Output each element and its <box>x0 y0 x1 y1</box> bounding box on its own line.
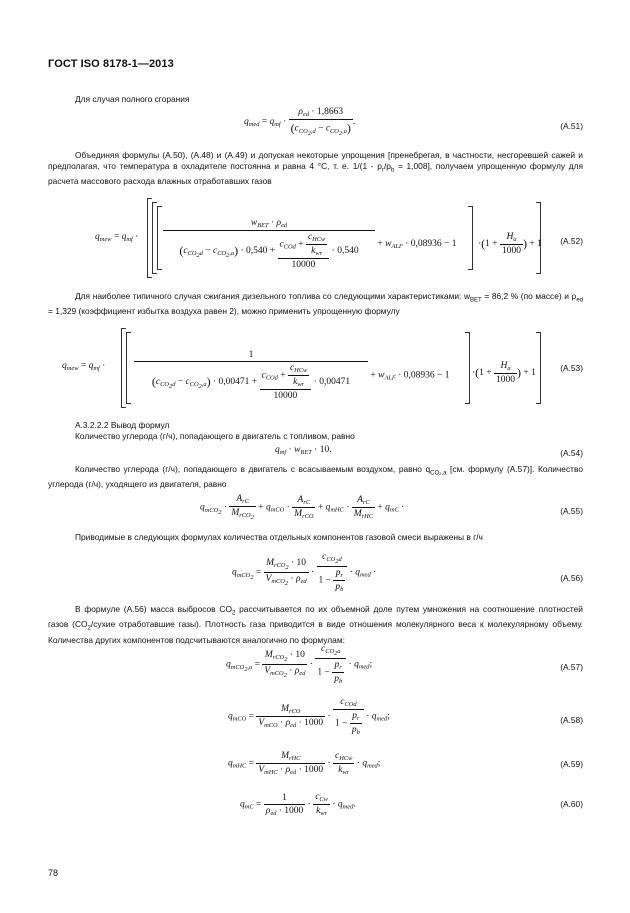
equation-number-a58: (А.58) <box>560 715 583 725</box>
equation-number-a56: (А.56) <box>560 573 583 583</box>
equation-a52-humidity: ·(1 + $\frac{H_a}{1000}$ ) + 1 <box>478 232 542 256</box>
paragraph-simplified-formula: Объединяя формулы (А.50), (А.48) и (А.49) и допуская некоторые упрощения [пренебрегая, в частности, несгоревшей сажей и предполагая, что температура в охладителе постоянна и равна 4 °С, т. е. $1/(1 - p_r/p_b = 1,008]$, получаем упрощенную формулу для расчета массового расхода влажных отработавших газов <box>48 150 584 186</box>
document-header: ГОСТ ISO 8178-1—2013 <box>48 58 174 70</box>
equation-a56: $q_{mCO_2}$ = $\frac{M_{rCO_2} \cdot 10}{V_{mCO_2} \cdot \rho_{ed}}$ · $c_{CO_2d}$ 1 − $\frac{p_r}{p_b}$ · $q_{med}$ · <box>232 552 377 593</box>
equation-a57: $q_{mCO_2,a}$ = $\frac{M_{rCO_2} \cdot 10}{V_{mCO_2} \cdot \rho_{ed}}$ · $c_{CO_2a}$ 1 − $\frac{p_r}{p_b}$ · $q_{med}$; <box>226 644 373 685</box>
equation-number-a54: (А.54) <box>560 448 583 458</box>
page-number: 78 <box>48 868 59 878</box>
equation-number-a57: (А.57) <box>560 662 583 672</box>
equation-a53-humidity: ·(1 + $\frac{H_a}{1000}$ ) + 1 <box>472 361 536 385</box>
equation-a58: $q_{mCO}$ = $\frac{M_{rCO}}{V_{mCO} \cdot \rho_{ed} \cdot 1000}$ · $c_{COd}$ 1 − $\frac{p_r}{p_b}$ · $q_{med}$; <box>228 697 390 736</box>
equation-number-a51: (А.51) <box>560 121 583 131</box>
equation-number-a55: (А.55) <box>560 506 583 516</box>
equation-number-a52: (А.52) <box>560 236 583 246</box>
equation-a55: $q_{mCO_2}$ · $\frac{A_{rC}}{M_{rCO_2}}$ + $q_{mCO}$ · $\frac{A_{rC}}{M_{rCO}}$ + $q_{mHC}$ · $\frac{A_{rC}}{M_{rHC}}$ + $q_{mC}$ · <box>200 494 405 521</box>
equation-a52-lhs: $q_{mew} = q_{mf}$ · <box>95 232 139 243</box>
paragraph-complete-combustion: Для случая полного сгорания <box>75 94 190 104</box>
equation-a54: $q_{mf} \cdot w_{BET} \cdot 10$. <box>275 445 332 456</box>
equation-number-a53: (А.53) <box>560 363 583 373</box>
section-heading-a3222: А.3.2.2.2 Вывод формул <box>75 420 170 430</box>
equation-a59: $q_{mHC}$ = $\frac{M_{rHC}}{V_{mHC} \cdot \rho_{ed} \cdot 1000}$ · $\frac{c_{HCw}}{k_{wr}}$ · $q_{med}$; <box>228 751 381 776</box>
equation-a53-body: 1 $(c_{CO_2d} - c_{CO_2,a}) \cdot 0,00471$ + $c_{COd}$ + $\frac{c_{HCw}}{k_{wr}}$ 10000 · 0,00471 + $w_{ALF} \cdot 0,08936 - 1$ <box>134 350 449 401</box>
equation-number-a60: (А.60) <box>560 799 583 809</box>
paragraph-co2-mass: В формуле (А.56) масса выбросов $CO_2$ рассчитывается по их объемной доле путем умножения на соотношение плотностей газов ($CO_2$/сухие отработавшие газы). Плотность газа приводится в виде отношения молекулярного веса к молекулярному объему. Количества других компонентов подсчитываются аналогично по формулам: <box>48 604 584 645</box>
paragraph-units-note: Приводимые в следующих формулах количества отдельных компонентов газовой смеси выражены в г/ч <box>75 532 483 542</box>
equation-a52-body: $w_{BET} \cdot \rho_{ed}$ $(c_{CO_2d} - c_{CO_2,a}) \cdot 0,540$ + $c_{COd}$ + $\frac{c_{HCw}}{k_{wr}}$ 10000 · 0,540 + $w_{ALF} \cdot 0,08936 - 1$ <box>163 218 456 270</box>
paragraph-diesel-case: Для наиболее типичного случая сжигания дизельного топлива со следующими характеристиками: $w_{BET} = 86,2$ % (по массе) и $\rho_{ed} = 1,329$ (коэффициент избытка воздуха равен 2), можно применить упрощенную формулу <box>48 291 583 317</box>
paragraph-carbon-air: Количество углерода (г/ч), попадающего в двигатель с всасываемым воздухом, равно $q_{CO_2,a}$ [см. формулу (А.57)]. Количество углерода (г/ч), уходящего из двигателя, равно <box>48 464 583 490</box>
equation-a60: $q_{mC}$ = $\frac{1}{\rho_{ed} \cdot 1000}$ · $\frac{c_{Cw}}{k_{wr}}$ · $q_{med}$. <box>240 792 356 817</box>
equation-number-a59: (А.59) <box>560 759 583 769</box>
paragraph-carbon-fuel: Количество углерода (г/ч), попадающего в двигатель с топливом, равно <box>75 431 355 441</box>
equation-a51: $q_{med} = q_{mf}$ · $\frac{\rho_{ed} \cdot 1,8663}{(c_{CO_2,d} - c_{CO_2,a})}$ . <box>244 107 356 137</box>
equation-a53-lhs: $q_{mew} = q_{mf}$ · <box>62 361 106 372</box>
